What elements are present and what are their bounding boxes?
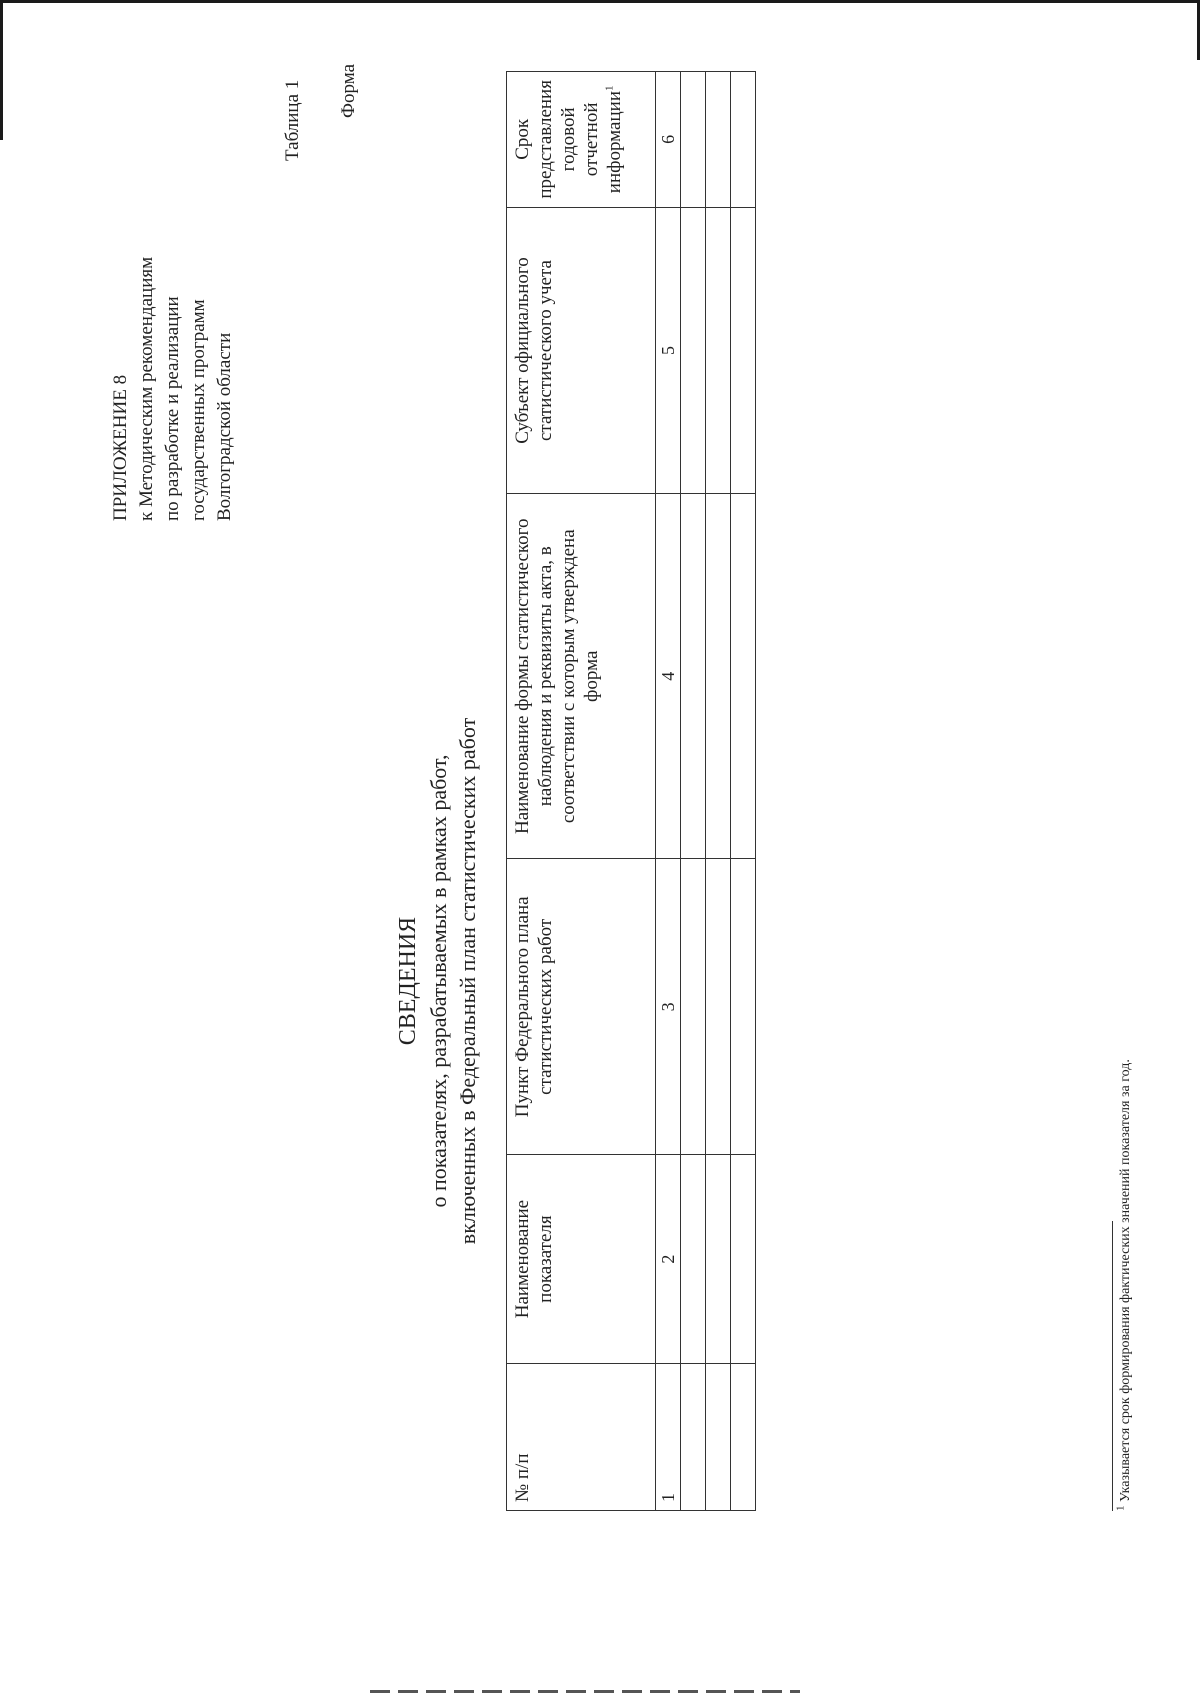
header-indicator-name: Наименование показателя (507, 1155, 656, 1363)
table-cell-empty (681, 859, 706, 1155)
table-number-label: Таблица 1 (282, 79, 303, 161)
table-cell-empty (706, 494, 731, 859)
appendix-line: к Методическим рекомендациям (136, 256, 157, 521)
table-cell: 6 (656, 72, 681, 208)
appendix-line: государственных программ (188, 299, 209, 521)
table-row (706, 72, 731, 1511)
title-subtitle-line: включенных в Федеральный план статистических работ (455, 717, 480, 1245)
title-subtitle-line: о показателях, разрабатываемых в рамках работ, (426, 754, 451, 1208)
header-federal-plan-item: Пункт Федерального плана статистических работ (507, 859, 656, 1155)
table-cell-empty (706, 72, 731, 208)
table-cell: 1 (656, 1363, 681, 1510)
appendix-header (108, 101, 238, 521)
table-cell-empty (706, 1155, 731, 1363)
header-deadline: Срок представления годовой отчетной информации$^1$ (507, 72, 656, 208)
footnote-number: 1 (1114, 1505, 1127, 1511)
footnote (1114, 1059, 1134, 1511)
table-cell-empty (681, 1155, 706, 1363)
footnote-separator (1112, 1221, 1113, 1511)
table-cell-empty (681, 494, 706, 859)
title-main: СВЕДЕНИЯ (395, 916, 421, 1046)
table-cell-empty (731, 72, 756, 208)
table-header-row (507, 72, 656, 1511)
indicators-table (506, 71, 756, 1511)
table-cell: 3 (656, 859, 681, 1155)
appendix-line: Волгоградской области (214, 332, 235, 521)
footnote-text: Указывается срок формирования фактических значений показателя за год. (1118, 1059, 1133, 1506)
table-cell-empty (706, 859, 731, 1155)
table-cell-empty (706, 207, 731, 494)
table-row (681, 72, 706, 1511)
appendix-title: ПРИЛОЖЕНИЕ 8 (110, 374, 131, 521)
header-number: № п/п (507, 1363, 656, 1510)
header-form-name: Наименование формы статистического наблюдения и реквизиты акта, в соответствии с которым утверждена форма (507, 494, 656, 859)
form-label: Форма (338, 63, 359, 118)
table-row (731, 72, 756, 1511)
table-cell-empty (731, 494, 756, 859)
table-cell-empty (706, 1363, 731, 1510)
header-statistics-subject: Субъект официального статистического учета (507, 207, 656, 494)
document-title (392, 481, 482, 1481)
table-cell-empty (731, 207, 756, 494)
table-cell: 5 (656, 207, 681, 494)
table-cell-empty (731, 859, 756, 1155)
table-cell-empty (731, 1155, 756, 1363)
table-cell: 2 (656, 1155, 681, 1363)
table-cell-empty (681, 1363, 706, 1510)
table-cell-empty (681, 207, 706, 494)
table-cell: 4 (656, 494, 681, 859)
footnote-marker: 1 (603, 85, 616, 91)
table-cell-empty (681, 72, 706, 208)
table-row-numbering (656, 72, 681, 1511)
appendix-line: по разработке и реализации (162, 296, 183, 521)
table-cell-empty (731, 1363, 756, 1510)
